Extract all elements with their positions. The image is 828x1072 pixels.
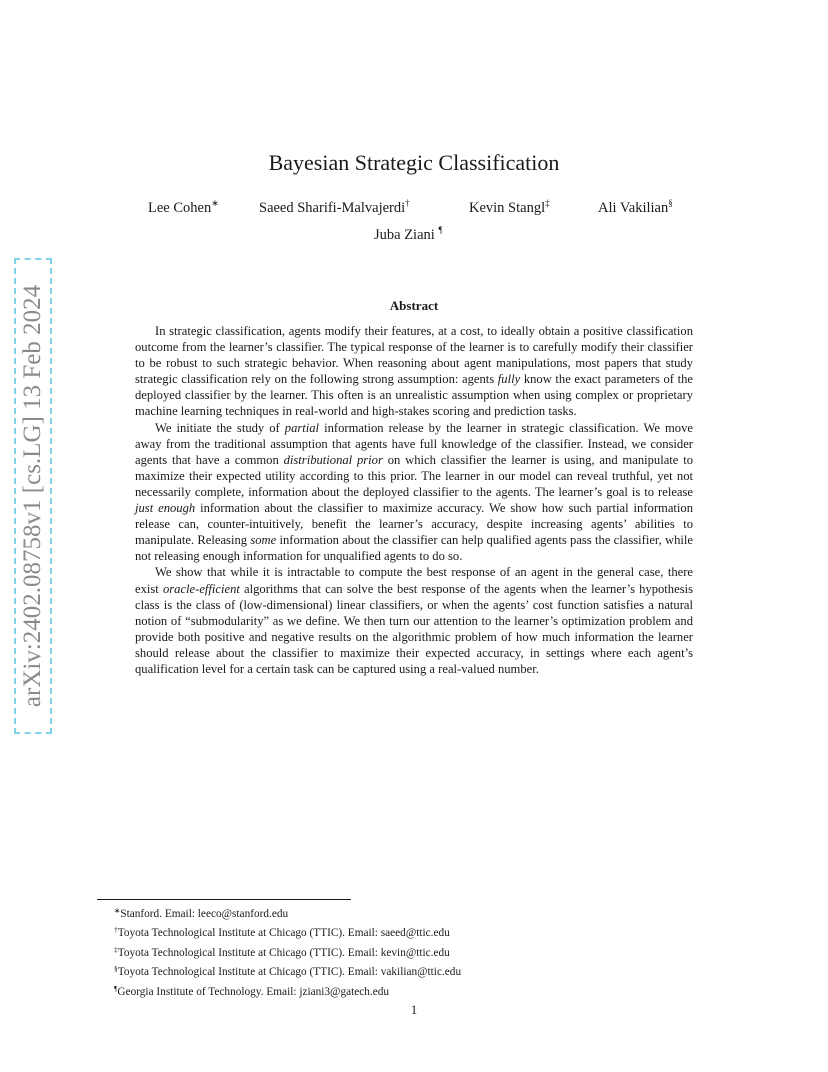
emphasized-text: partial (284, 420, 320, 435)
abstract-paragraph (135, 564, 693, 677)
abstract-body (135, 323, 693, 677)
text-run: information release by the learner in strategic classification. We move away from the traditional assumption that agents have full knowledge of the classifier. Instead, we consider agents that have a common (135, 420, 693, 467)
author-name: Lee Cohen∗ (148, 198, 219, 216)
emphasized-text: fully (497, 372, 521, 387)
text-run: In strategic classification, agents modify their features, at a cost, to ideally obtain a positive classification outcome from the learner’s classifier. The typical response of the learner is to carefully modify their classifier to be robust to such strategic behavior. When reasoning about agent manipulations, most papers that study strategic classification rely on the following strong assumption: agents (135, 324, 693, 387)
emphasized-text: distributional prior (283, 452, 383, 467)
text-run: We show that while it is intractable to compute the best response of an agent in the general case, there exist (135, 565, 693, 596)
text-run: We initiate the study of (155, 420, 285, 435)
author-name: Juba Ziani ¶ (374, 225, 443, 243)
text-run: algorithms that can solve the best response of the agents when the learner’s hypothesis class is the class of (low-dimensional) linear classifiers, or when the agents’ cost function satisfies a natural notion of “submodularity” as we define. We then turn our attention to the learner’s optimization problem and provide both positive and negative results on the algorithmic problem of how much information the learner should release about the classifier to maximize their expected accuracy, in settings where each agent’s qualification level for a certain task can be captured using a real-valued number. (135, 581, 693, 676)
text-run: information about the classifier to maximize accuracy. We show how such partial information release can, counter-intuitively, benefit the learner’s accuracy, despite increasing agents’ abilities to manipulate. Releasing (135, 501, 694, 548)
footnote-rule (97, 899, 351, 900)
paper-title: Bayesian Strategic Classification (268, 150, 560, 175)
footnote: §Toyota Technological Institute at Chicago (TTIC). Email: vakilian@ttic.edu (114, 964, 462, 979)
footnote: ¶Georgia Institute of Technology. Email: jziani3@gatech.edu (114, 983, 390, 998)
text-run: information about the classifier can help qualified agents pass the classifier, while not releasing enough information for unqualified agents to do so. (135, 533, 693, 564)
arxiv-identifier: arXiv:2402.08758v1 [cs.LG] 13 Feb 2024 (19, 284, 46, 708)
emphasized-text: just enough (135, 501, 196, 516)
footnote: ‡Toyota Technological Institute at Chicago (TTIC). Email: kevin@ttic.edu (114, 944, 450, 959)
abstract-paragraph (135, 323, 693, 420)
text-run: know the exact parameters of the deployed classifier by the learner. This often is an unrealistic assumption when using complex or proprietary machine learning techniques in real-world and high-stakes scoring and prediction tasks. (135, 372, 693, 419)
abstract-heading: Abstract (389, 298, 439, 313)
emphasized-text: oracle-efficient (162, 581, 240, 596)
author-list (0, 198, 828, 248)
author-name: Ali Vakilian§ (598, 198, 673, 216)
footnotes (114, 903, 714, 1000)
author-name: Kevin Stangl‡ (469, 198, 550, 216)
footnote: †Toyota Technological Institute at Chicago (TTIC). Email: saeed@ttic.edu (114, 925, 450, 940)
author-name: Saeed Sharifi-Malvajerdi† (259, 198, 410, 216)
abstract-paragraph (135, 420, 693, 565)
emphasized-text: some (250, 533, 277, 548)
text-run: on which classifier the learner is using, and manipulate to maximize their expected utility according to this prior. The learner in our model can reveal truthful, yet not necessarily complete, information about the deployed classifier to the agents. The learner’s goal is to release (135, 452, 693, 499)
footnote: ∗Stanford. Email: leeco@stanford.edu (114, 906, 289, 920)
page-number: 1 (410, 1002, 418, 1017)
arxiv-stamp (14, 258, 52, 734)
